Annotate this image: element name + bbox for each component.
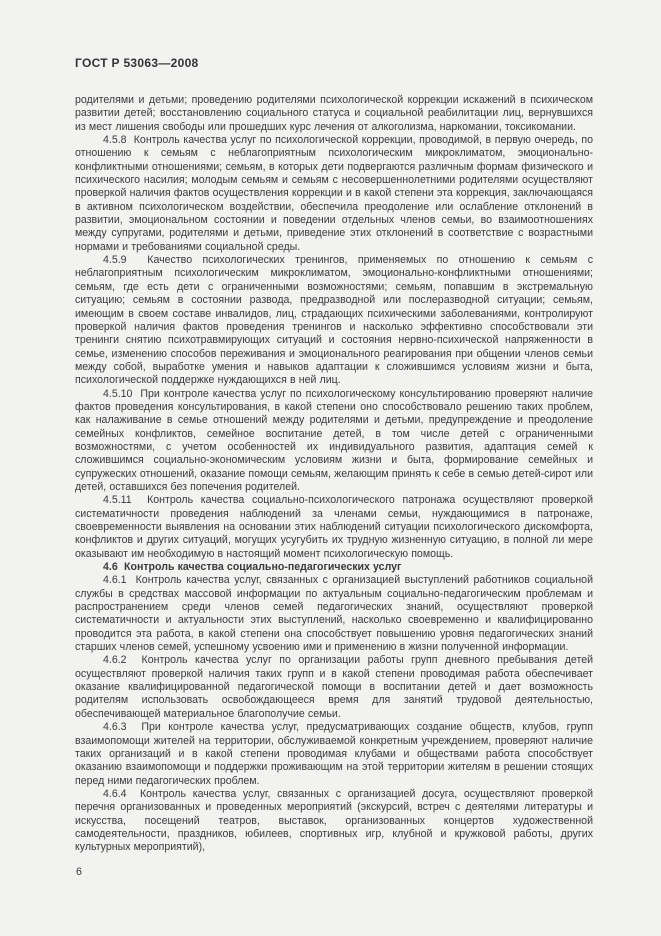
paragraph: 4.5.10 При контроле качества услуг по психологическому консультированию проверяют наличие фактов проведения консультирования, в какой степени оно способствовало решению таких проблем, как налаживание в семье отношений между родителями и детьми, предупреждение и преодоление семейных конфликтов, семейное воспитание детей, в том числе детей с ограниченными возможностями, с учетом особенностей их индивидуального развития, адаптация семей к сложившимся социально-экономическим условиям жизни и быта, формирование семейных и супружеских отношений, оказание помощи семьям, желающим принять к себе в семью детей-сирот или детей, оставшихся без попечения родителей. bbox=[75, 387, 593, 493]
paragraph: 4.5.11 Контроль качества социально-психологического патронажа осуществляют проверкой систематичности проведения наблюдений за членами семьи, нуждающимися в патронаже, своевременности выявления на основании этих наблюдений ситуации психологического дискомфорта, конфликтов и других ситуаций, могущих усугубить их трудную жизненную ситуацию, в полной ли мере оказывают им необходимую в настоящий момент психологическую помощь. bbox=[75, 494, 593, 560]
page-number: 6 bbox=[76, 866, 82, 878]
paragraph: 4.5.8 Контроль качества услуг по психологической коррекции, проводимой, в первую очередь, по отношению к семьям с неблагоприятным психологическим микроклиматом, эмоционально-конфликтными отношениями; семьям, в которых дети подвергаются различным формам физического и психического насилия; молодым семьям и семьям с несовершеннолетними родителями осуществляют проверкой наличия фактов осуществления коррекции и в какой степени эта коррекция, заключающаяся в активном психологическом воздействии, обеспечила преодоление или ослабление отклонений в развитии, эмоциональном состоянии и поведении отдельных членов семьи, во взаимоотношениях между супругами, родителями и детьми, приведение этих отклонений в соответствие с возрастными нормами и требованиями социальной среды. bbox=[75, 134, 593, 253]
paragraph: 4.6.1 Контроль качества услуг, связанных с организацией выступлений работников социальной службы в средствах массовой информации по актуальным социально-педагогическим проблемам и распространением среди членов семей педагогических знаний, осуществляют проверкой систематичности и актуальности этих выступлений, насколько своевременно и квалифицированно проводится эта работа, в какой степени она способствует повышению уровня педагогических знаний старших членов семей, успешному усвоению ими и применению в жизни полученной информации. bbox=[75, 574, 593, 654]
paragraph: родителями и детьми; проведению родителями психологической коррекции искажений в психическом развитии детей; восстановлению социального статуса и социальной реабилитации лиц, вернувшихся из мест лишения свободы или прошедших курс лечения от алкоголизма, наркомании, токсикомании. bbox=[75, 94, 593, 133]
paragraph: 4.5.9 Качество психологических тренингов, применяемых по отношению к семьям с неблагоприятным психологическим микроклиматом, эмоционально-конфликтными отношениями; семьям, где есть дети с ограниченными возможностями; семьям, попавшим в экстремальную ситуацию; семьям в состоянии развода, предразводной или послеразводной ситуации; семьям, имеющим в своем составе инвалидов, лиц, страдающих психическими заболеваниями, контролируют проверкой наличия фактов проведения тренингов и насколько эффективно способствовали эти тренинги снятию психотравмирующих ситуаций и состояния нервно-психической напряженности в семье, изменению способов переживания и эмоционального реагирования при общении членов семьи между собой, выработке умения и навыков адаптации к сложившимся условиям жизни и быта, психологической поддержке нуждающихся в ней лиц. bbox=[75, 254, 593, 387]
paragraph: 4.6.4 Контроль качества услуг, связанных с организацией досуга, осуществляют проверкой перечня организованных и проведенных мероприятий (экскурсий, встреч с деятелями литературы и искусства, посещений театров, выставок, организованных концертов художественной самодеятельности, праздников, юбилеев, спортивных игр, клубной и кружковой работы, других культурных мероприятий), bbox=[75, 787, 593, 854]
section-heading: 4.6 Контроль качества социально-педагогических услуг bbox=[103, 561, 402, 574]
paragraph: 4.6.2 Контроль качества услуг по организации работы групп дневного пребывания детей осуществляют проверкой наличия таких групп и в какой степени проводимая работа обеспечивает оказание квалифицированной педагогической помощи в воспитании детей и дает возможность родителям использовать освобождающееся время для занятий трудовой деятельностью, обеспечивающей материальное благополучие семьи. bbox=[75, 654, 593, 720]
document-body bbox=[75, 94, 593, 855]
paragraph: 4.6.3 При контроле качества услуг, предусматривающих создание обществ, клубов, групп взаимопомощи жителей на территории, обслуживаемой конкретным учреждением, проверяют наличие таких организаций и в какой степени проводимая клубами и обществами работа способствует оказанию взаимопомощи и поддержки проживающим на этой территории жителям в решении стоящих перед ними педагогических проблем. bbox=[75, 721, 593, 787]
document-header: ГОСТ Р 53063—2008 bbox=[75, 56, 199, 70]
